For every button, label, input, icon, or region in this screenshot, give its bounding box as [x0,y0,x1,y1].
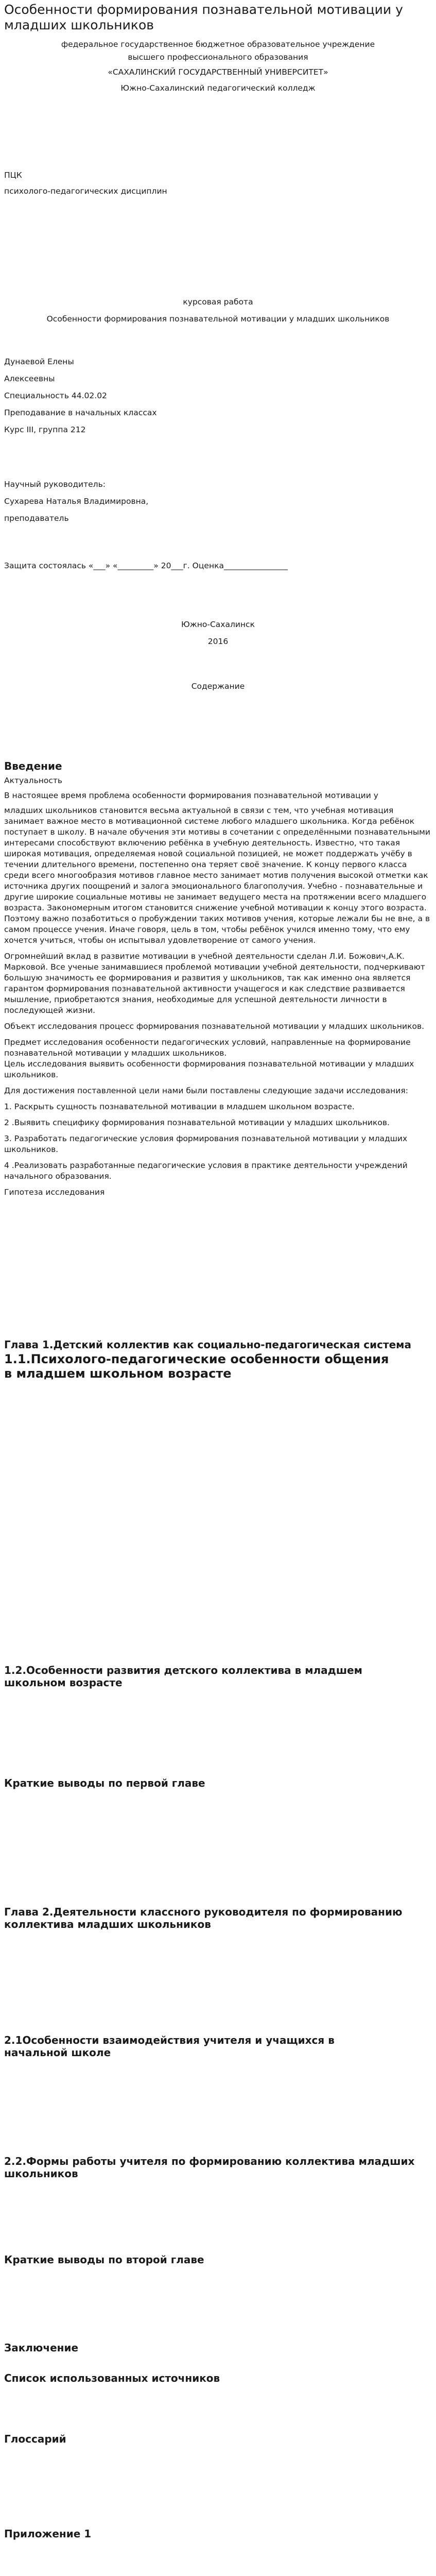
supervisor-name: Сухарева Наталья Владимировна, [4,497,149,506]
intro-subheading: Актуальность [4,776,63,785]
org-header [4,39,432,94]
year: 2016 [207,637,229,646]
sources [4,2372,432,2384]
city-year-block [4,619,432,647]
chapter-2-heading: Глава 2.Деятельности классного руководителя по формированию коллектива младших школьников [4,1906,403,1930]
section-1-2 [4,1664,432,1689]
author-name: Алексеевны [4,374,55,383]
intro-object: Объект исследования процесс формирования познавательной мотивации у младших школьников. [4,1022,425,1031]
conclusion-heading: Заключение [4,2342,79,2354]
sources-heading: Список использованных источников [4,2372,220,2384]
intro-tasks-lead: Для достижения поставленной цели нами были поставлены следующие задачи исследования: [4,1086,408,1095]
author-specialty-name: Преподавание в начальных классах [4,408,157,417]
glossary [4,2433,432,2445]
defense-line [4,561,432,571]
glossary-heading: Глоссарий [4,2433,66,2445]
work-title: Особенности формирования познавательной мотивации у младших школьников [46,314,390,324]
intro-task-4: 4 .Реализовать разработанные педагогические условия в практике деятельности учреждений начального образования. [4,1161,408,1181]
author-block [4,357,432,435]
pck-block [4,170,432,197]
org-line-2: высшего профессионального образования [128,53,308,62]
work-title-block [4,297,432,325]
chapter-2 [4,1906,432,1930]
intro-task-1: 1. Раскрыть сущность познавательной мотивации в младшем школьном возрасте. [4,1102,355,1111]
work-type: курсовая работа [183,297,253,307]
author-specialty: Специальность 44.02.02 [4,391,107,400]
contents-label: Содержание [191,682,245,691]
intro-paragraph-1: В настоящее время проблема особенности формирования познавательной мотивации у [4,791,378,800]
appendix-heading: Приложение 1 [4,2528,92,2540]
intro-paragraph-3: Огромнейший вклад в развитие мотивации в учебной деятельности сделан Л.И. Божович,А.К. Марковой. Все ученые занимавшиеся проблемой мотивации учебной деятельности, подчеркивают большую значимость ее формирования и развития у школьников, так как именно она является гарантом формирования познавательной активности учащегося и как следствие развивается мышление, приобретаются знания, необходимые для успешной деятельности личности в последующей жизни. [4,952,425,1015]
page-title: Особенности формирования познавательной мотивации у младших школьников [4,2,403,32]
document [4,0,432,2540]
intro-section [4,760,432,1198]
supervisor-label: Научный руководитель: [4,480,106,489]
pck-label: ПЦК [4,171,22,180]
contents-heading [4,681,432,692]
author-course: Курс III, группа 212 [4,425,86,434]
university-name: «САХАЛИНСКИЙ ГОСУДАРСТВЕННЫЙ УНИВЕРСИТЕТ» [108,67,328,77]
org-line-1: федеральное государственное бюджетное образовательное учреждение [61,40,375,49]
intro-task-3: 3. Разработать педагогические условия формирования познавательной мотивации у младших школьников. [4,1134,408,1154]
section-1-1-heading: 1.1.Психолого-педагогические особенности общения в младшем школьном возрасте [4,1352,389,1381]
pck-name: психолого-педагогических дисциплин [4,187,167,196]
section-2-1-heading: 2.1Особенности взаимодействия учителя и учащихся в начальной школе [4,2034,335,2059]
intro-heading: Введение [4,760,62,772]
chapter-1-heading: Глава 1.Детский коллектив как социально-педагогическая система [4,1338,412,1351]
intro-task-2: 2 .Выявить специфику формирования познавательной мотивации у младших школьников. [4,1118,390,1127]
summary-1-heading: Краткие выводы по первой главе [4,1777,205,1789]
intro-hypothesis: Гипотеза исследования [4,1188,105,1197]
summary-2-heading: Краткие выводы по второй главе [4,2253,204,2266]
summary-1 [4,1777,432,1789]
section-2-2-heading: 2.2.Формы работы учителя по формированию коллектива младших школьников [4,2155,415,2180]
section-2-1 [4,2034,432,2059]
supervisor-block [4,479,432,524]
city: Южно-Сахалинск [181,620,255,629]
section-2-2 [4,2155,432,2180]
author-surname: Дунаевой Елены [4,357,74,366]
chapter-1 [4,1338,432,1381]
college-name: Южно-Сахалинский педагогический колледж [120,83,316,93]
summary-2 [4,2253,432,2266]
intro-subject: Предмет исследования особенности педагогических условий, направленные на формирование познавательной мотивации у младших школьников. [4,1038,411,1058]
section-1-2-heading: 1.2.Особенности развития детского коллектива в младшем школьном возрасте [4,1664,362,1689]
intro-goal: Цель исследования выявить особенности формирования познавательной мотивации у младших школьников. [4,1059,414,1079]
appendix [4,2528,432,2540]
defense-text: Защита состоялась «___» «_________» 20___г. Оценка________________ [4,561,288,570]
intro-paragraph-2: младших школьников становится весьма актуальной в связи с тем, что учебная мотивация занимает важное место в мотивационной системе любого младшего школьника. Когда ребёнок поступает в школу. В начале обучения эти мотивы в сочетании с определёнными познавательными интересами способствуют включению ребёнка в учебную деятельность. Известно, что такая широкая мотивация, определяемая новой социальной позицией, не может поддержать учёбу в течении длительного времени, постепенно она теряет своё значение. К концу первого класса среди всего многообразия мотивов главное место занимает мотив получения высокой отметки как источника других поощрений и залога эмоционального благополучия. Учебно - познавательные и другие широкие социальные мотивы не занимает ведущего места на протяжении всего младшего возраста. Закономерным итогом становится снижение учебной мотивации к концу этого возраста. Поэтому важно позаботиться о пробуждении таких мотивов учения, которые лежали бы не вне, а в самом процессе учения. Иначе говоря, цель в том, чтобы ребёнок учился именно тому, что ему хочется учиться, чтобы он испытывал удовлетворение от самого учения. [4,806,430,945]
conclusion [4,2342,432,2354]
supervisor-position: преподаватель [4,514,69,523]
